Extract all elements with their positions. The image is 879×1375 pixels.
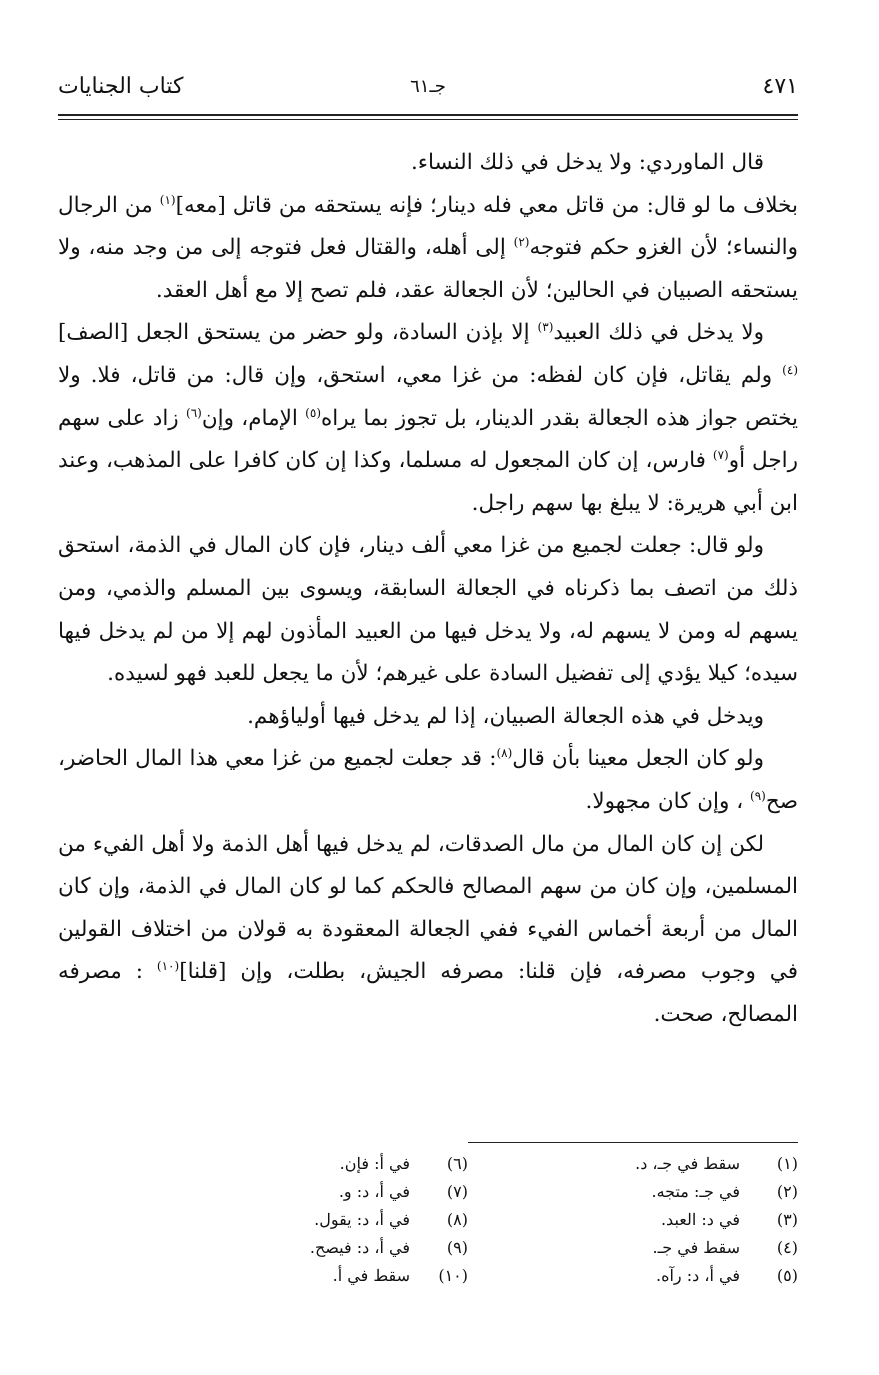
footnotes-column-left — [208, 1150, 468, 1290]
footnote-marker: (٦) — [186, 405, 202, 420]
body-text-run: لكن إن كان المال من مال الصدقات، لم يدخل فيها أهل الذمة ولا أهل الفيء من المسلمين، وإن كان من سهم المصالح فالحكم كما لو كان المال في الذمة، وإن كان المال من أربعة أخماس الفيء ففي الجعالة المعقودة به قولان من اختلاف القولين في وجوب مصرفه، فإن قلنا: مصرفه الجيش، بطلت، وإن [قلنا] — [58, 831, 798, 985]
body-text-run: ولا يدخل في ذلك العبيد — [553, 320, 764, 346]
footnote-number: (٨) — [446, 1210, 468, 1229]
page-header — [58, 70, 798, 110]
footnote-item — [208, 1150, 468, 1178]
footnotes — [58, 1150, 798, 1290]
footnote-number: (٩) — [446, 1238, 468, 1257]
footnote-number: (٦) — [446, 1154, 468, 1173]
body-text-run: : قد جعلت لجميع من غزا معي هذا المال الحاضر، صح — [58, 746, 798, 814]
footnote-item — [538, 1178, 798, 1206]
book-title: كتاب الجنايات — [58, 74, 184, 99]
footnote-divider — [468, 1142, 798, 1143]
footnote-marker: (٥) — [305, 405, 321, 420]
footnotes-column-right — [538, 1150, 798, 1290]
footnote-marker: (٨) — [496, 746, 513, 761]
footnote-text: في أ، د: فيصح. — [309, 1238, 410, 1257]
body-paragraph — [58, 142, 798, 185]
footnote-text: في أ، د: يقول. — [314, 1210, 410, 1229]
footnote-item — [538, 1150, 798, 1178]
body-text-run: ولو قال: جعلت لجميع من غزا معي ألف دينار، فإن كان المال في الذمة، استحق ذلك من اتصف بما ذكرناه في الجعالة السابقة، ويسوى بين المسلم والذمي، ومن يسهم له ومن لا يسهم له، ولا يدخل فيها من العبيد المأذون لهم إلا من لم يدخل فيها سيده؛ كيلا يؤدي إلى تفضيل السادة على غيرهم؛ لأن ما يجعل للعبد فهو لسيده. — [58, 533, 798, 687]
footnote-marker: (٩) — [750, 788, 766, 803]
body-text-run: فارس، إن كان المجعول له مسلما، وكذا إن كان كافرا على المذهب، وعند ابن أبي هريرة: لا يبلغ بها سهم راجل. — [58, 448, 798, 516]
footnote-item — [208, 1262, 468, 1290]
footnote-item — [208, 1234, 468, 1262]
body-text-run: الإمام، وإن — [201, 405, 306, 431]
footnote-text: في أ، د: رآه. — [655, 1266, 740, 1285]
footnote-marker: (٤) — [782, 362, 798, 377]
body-text — [58, 142, 798, 1036]
footnote-item — [208, 1178, 468, 1206]
header-rule — [58, 114, 798, 116]
footnote-marker: (٢) — [513, 235, 530, 250]
footnote-number: (٧) — [446, 1182, 468, 1201]
body-paragraph — [58, 185, 798, 313]
footnote-marker: (١٠) — [156, 959, 180, 974]
body-text-run: : مصرفه المصالح، صحت. — [58, 959, 798, 1027]
body-paragraph — [58, 525, 798, 695]
footnote-marker: (٣) — [537, 320, 554, 335]
footnote-marker: (١) — [159, 192, 176, 207]
footnote-text: في جـ: متجه. — [651, 1182, 740, 1201]
footnote-text: في د: العبد. — [660, 1210, 740, 1229]
header-rule-thin — [58, 119, 798, 120]
footnote-item — [538, 1234, 798, 1262]
body-text-run: ولو كان الجعل معينا بأن قال — [512, 746, 764, 772]
body-text-run: ويدخل في هذه الجعالة الصبيان، إذا لم يدخل فيها أولياؤهم. — [247, 703, 764, 729]
body-paragraph — [58, 312, 798, 525]
body-text-run: إلا بإذن السادة، ولو حضر من يستحق الجعل [الصف] — [58, 320, 538, 346]
footnote-text: في أ: فإن. — [339, 1154, 410, 1173]
body-text-run: بخلاف ما لو قال: من قاتل معي فله دينار؛ فإنه يستحقه من قاتل [معه] — [175, 192, 798, 218]
footnote-item — [208, 1206, 468, 1234]
footnote-text: في أ، د: و. — [338, 1182, 410, 1201]
volume-label: جـ٦١ — [410, 76, 446, 97]
body-paragraph — [58, 738, 798, 823]
footnote-text: سقط في جـ. — [652, 1238, 740, 1257]
body-text-run: زاد على سهم راجل أو — [58, 405, 798, 474]
body-paragraph — [58, 696, 798, 739]
footnote-marker: (٧) — [712, 448, 729, 462]
body-text-run: ولم يقاتل، فإن كان لفظه: من غزا معي، استحق، وإن قال: من قاتل، فلا. ولا يختص جواز هذه الجعالة بقدر الدينار، بل تجوز بما يراه — [58, 362, 798, 431]
footnote-number: (٤) — [776, 1238, 798, 1257]
book-page — [58, 70, 798, 1330]
body-text-run: من الرجال والنساء؛ لأن الغزو حكم فتوجه — [58, 192, 798, 261]
body-paragraph — [58, 824, 798, 1037]
footnote-number: (٥) — [776, 1266, 798, 1285]
page-number: ٤٧١ — [762, 74, 798, 99]
footnote-text: سقط في جـ، د. — [635, 1154, 740, 1173]
footnote-number: (٣) — [776, 1210, 798, 1229]
footnote-number: (١) — [776, 1154, 798, 1173]
footnote-number: (٢) — [776, 1182, 798, 1201]
body-text-run: ، وإن كان مجهولا. — [585, 788, 751, 814]
footnote-text: سقط في أ. — [332, 1266, 410, 1285]
footnote-number: (١٠) — [438, 1266, 468, 1285]
body-text-run: إلى أهله، والقتال فعل فتوجه إلى من وجد منه، ولا يستحقه الصبيان في الحالين؛ لأن الجعالة عقد، فلم تصح إلا مع أهل العقد. — [58, 235, 798, 303]
footnote-item — [538, 1206, 798, 1234]
body-text-run: قال الماوردي: ولا يدخل في ذلك النساء. — [411, 150, 764, 175]
footnote-item — [538, 1262, 798, 1290]
